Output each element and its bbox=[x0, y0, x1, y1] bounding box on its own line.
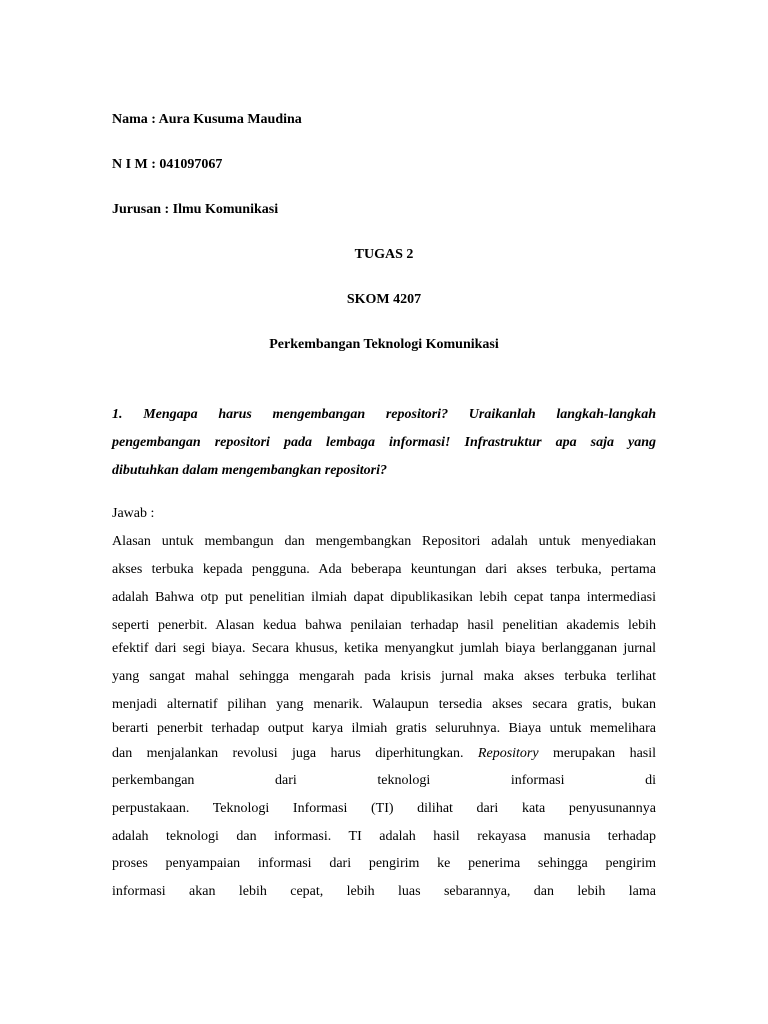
question-line: 1. Mengapa harus mengembangan repositori? Uraikanlah langkah-langkah bbox=[112, 407, 656, 422]
answer-label: Jawab : bbox=[112, 506, 155, 521]
answer-text: merupakan hasil bbox=[552, 746, 657, 761]
student-nim: N I M : 041097067 bbox=[112, 157, 223, 172]
answer-text: dan menjalankan revolusi juga harus diperhitungkan. bbox=[112, 746, 464, 761]
answer-line: efektif dari segi biaya. Secara khusus, ketika menyangkut jumlah biaya berlangganan jurnal bbox=[112, 641, 656, 656]
answer-line: proses penyampaian informasi dari pengirim ke penerima sehingga pengirim bbox=[112, 856, 656, 871]
question-line: pengembangan repositori pada lembaga informasi! Infrastruktur apa saja yang bbox=[112, 435, 656, 450]
answer-line bbox=[112, 745, 656, 763]
answer-line: Alasan untuk membangun dan mengembangkan Repositori adalah untuk menyediakan bbox=[112, 534, 656, 549]
answer-line: adalah Bahwa otp put penelitian ilmiah dapat dipublikasikan lebih cepat tanpa intermediasi bbox=[112, 590, 656, 605]
answer-line: akses terbuka kepada pengguna. Ada beberapa keuntungan dari akses terbuka, pertama bbox=[112, 562, 656, 577]
answer-line: berarti penerbit terhadap output karya ilmiah gratis seluruhnya. Biaya untuk memelihara bbox=[112, 721, 656, 736]
answer-line: perpustakaan. Teknologi Informasi (TI) dilihat dari kata penyusunannya bbox=[112, 801, 656, 816]
repository-term: Repository bbox=[477, 746, 539, 761]
student-name: Nama : Aura Kusuma Maudina bbox=[112, 112, 302, 127]
answer-line: informasi akan lebih cepat, lebih luas sebarannya, dan lebih lama bbox=[112, 884, 656, 899]
answer-line: menjadi alternatif pilihan yang menarik. Walaupun tersedia akses secara gratis, bukan bbox=[112, 697, 656, 712]
answer-line: yang sangat mahal sehingga mengarah pada krisis jurnal maka akses terbuka terlihat bbox=[112, 669, 656, 684]
course-name: Perkembangan Teknologi Komunikasi bbox=[269, 337, 499, 352]
answer-line: adalah teknologi dan informasi. TI adalah hasil rekayasa manusia terhadap bbox=[112, 829, 656, 844]
student-major: Jurusan : Ilmu Komunikasi bbox=[112, 202, 279, 217]
answer-line: perkembangan dari teknologi informasi di bbox=[112, 773, 656, 788]
question-line: dibutuhkan dalam mengembangkan repositori? bbox=[112, 463, 387, 478]
assignment-title: TUGAS 2 bbox=[354, 247, 414, 262]
answer-line: seperti penerbit. Alasan kedua bahwa penilaian terhadap hasil penelitian akademis lebih bbox=[112, 618, 656, 633]
course-code: SKOM 4207 bbox=[346, 292, 422, 307]
